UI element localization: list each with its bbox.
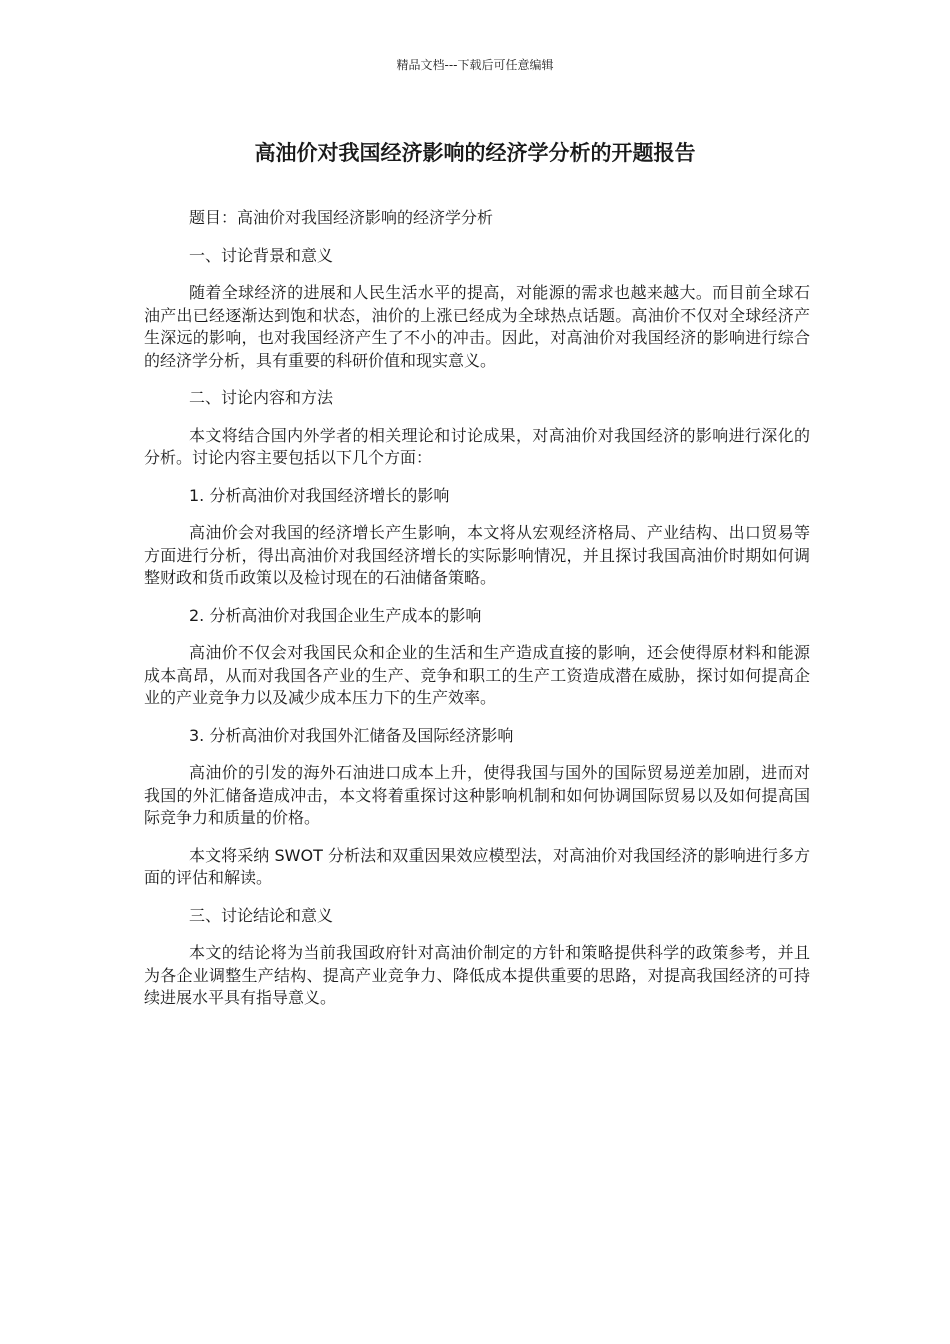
paragraph-content-intro: 本文将结合国内外学者的相关理论和讨论成果，对高油价对我国经济的影响进行深化的分析。讨论内容主要包括以下几个方面： xyxy=(144,425,810,467)
header-note: 精品文档---下载后可任意编辑 xyxy=(396,58,554,72)
document-body xyxy=(144,207,810,1025)
paragraph-method: 本文将采纳 SWOT 分析法和双重因果效应模型法，对高油价对我国经济的影响进行多方面的评估和解读。 xyxy=(144,845,810,887)
paragraph-cost: 高油价不仅会对我国民众和企业的生活和生产造成直接的影响，还会使得原材料和能源成本高昂，从而对我国各产业的生产、竞争和职工的生产工资造成潜在威胁，探讨如何提高企业的产业竞争力以及减少成本压力下的生产效率。 xyxy=(144,643,810,707)
paragraph-conclusion: 本文的结论将为当前我国政府针对高油价制定的方针和策略提供科学的政策参考，并且为各企业调整生产结构、提高产业竞争力、降低成本提供重要的思路，对提高我国经济的可持续进展水平具有指导意义。 xyxy=(144,943,810,1007)
document-title: 高油价对我国经济影响的经济学分析的开题报告 xyxy=(254,141,696,165)
section-heading-conclusion: 三、讨论结论和意义 xyxy=(189,905,334,925)
paragraph-background: 随着全球经济的进展和人民生活水平的提高，对能源的需求也越来越大。而目前全球石油产出已经逐渐达到饱和状态，油价的上涨已经成为全球热点话题。高油价不仅对全球经济产生深远的影响，也对我国经济产生了不小的冲击。因此，对高油价对我国经济的影响进行综合的经济学分析，具有重要的科研价值和现实意义。 xyxy=(144,283,810,370)
subheading-cost: 2. 分析高油价对我国企业生产成本的影响 xyxy=(189,605,482,625)
paragraph-forex: 高油价的引发的海外石油进口成本上升，使得我国与国外的国际贸易逆差加剧，进而对我国的外汇储备造成冲击，本文将着重探讨这种影响机制和如何协调国际贸易以及如何提高国际竞争力和质量的价格。 xyxy=(144,763,810,827)
subheading-growth: 1. 分析高油价对我国经济增长的影响 xyxy=(189,485,450,505)
subheading-forex: 3. 分析高油价对我国外汇储备及国际经济影响 xyxy=(189,725,514,745)
section-heading-content-method: 二、讨论内容和方法 xyxy=(189,388,334,407)
topic-line: 题目：高油价对我国经济影响的经济学分析 xyxy=(189,208,494,227)
section-heading-background: 一、讨论背景和意义 xyxy=(189,245,334,265)
paragraph-growth: 高油价会对我国的经济增长产生影响，本文将从宏观经济格局、产业结构、出口贸易等方面进行分析，得出高油价对我国经济增长的实际影响情况，并且探讨我国高油价时期如何调整财政和货币政策以及检讨现在的石油储备策略。 xyxy=(144,523,810,587)
